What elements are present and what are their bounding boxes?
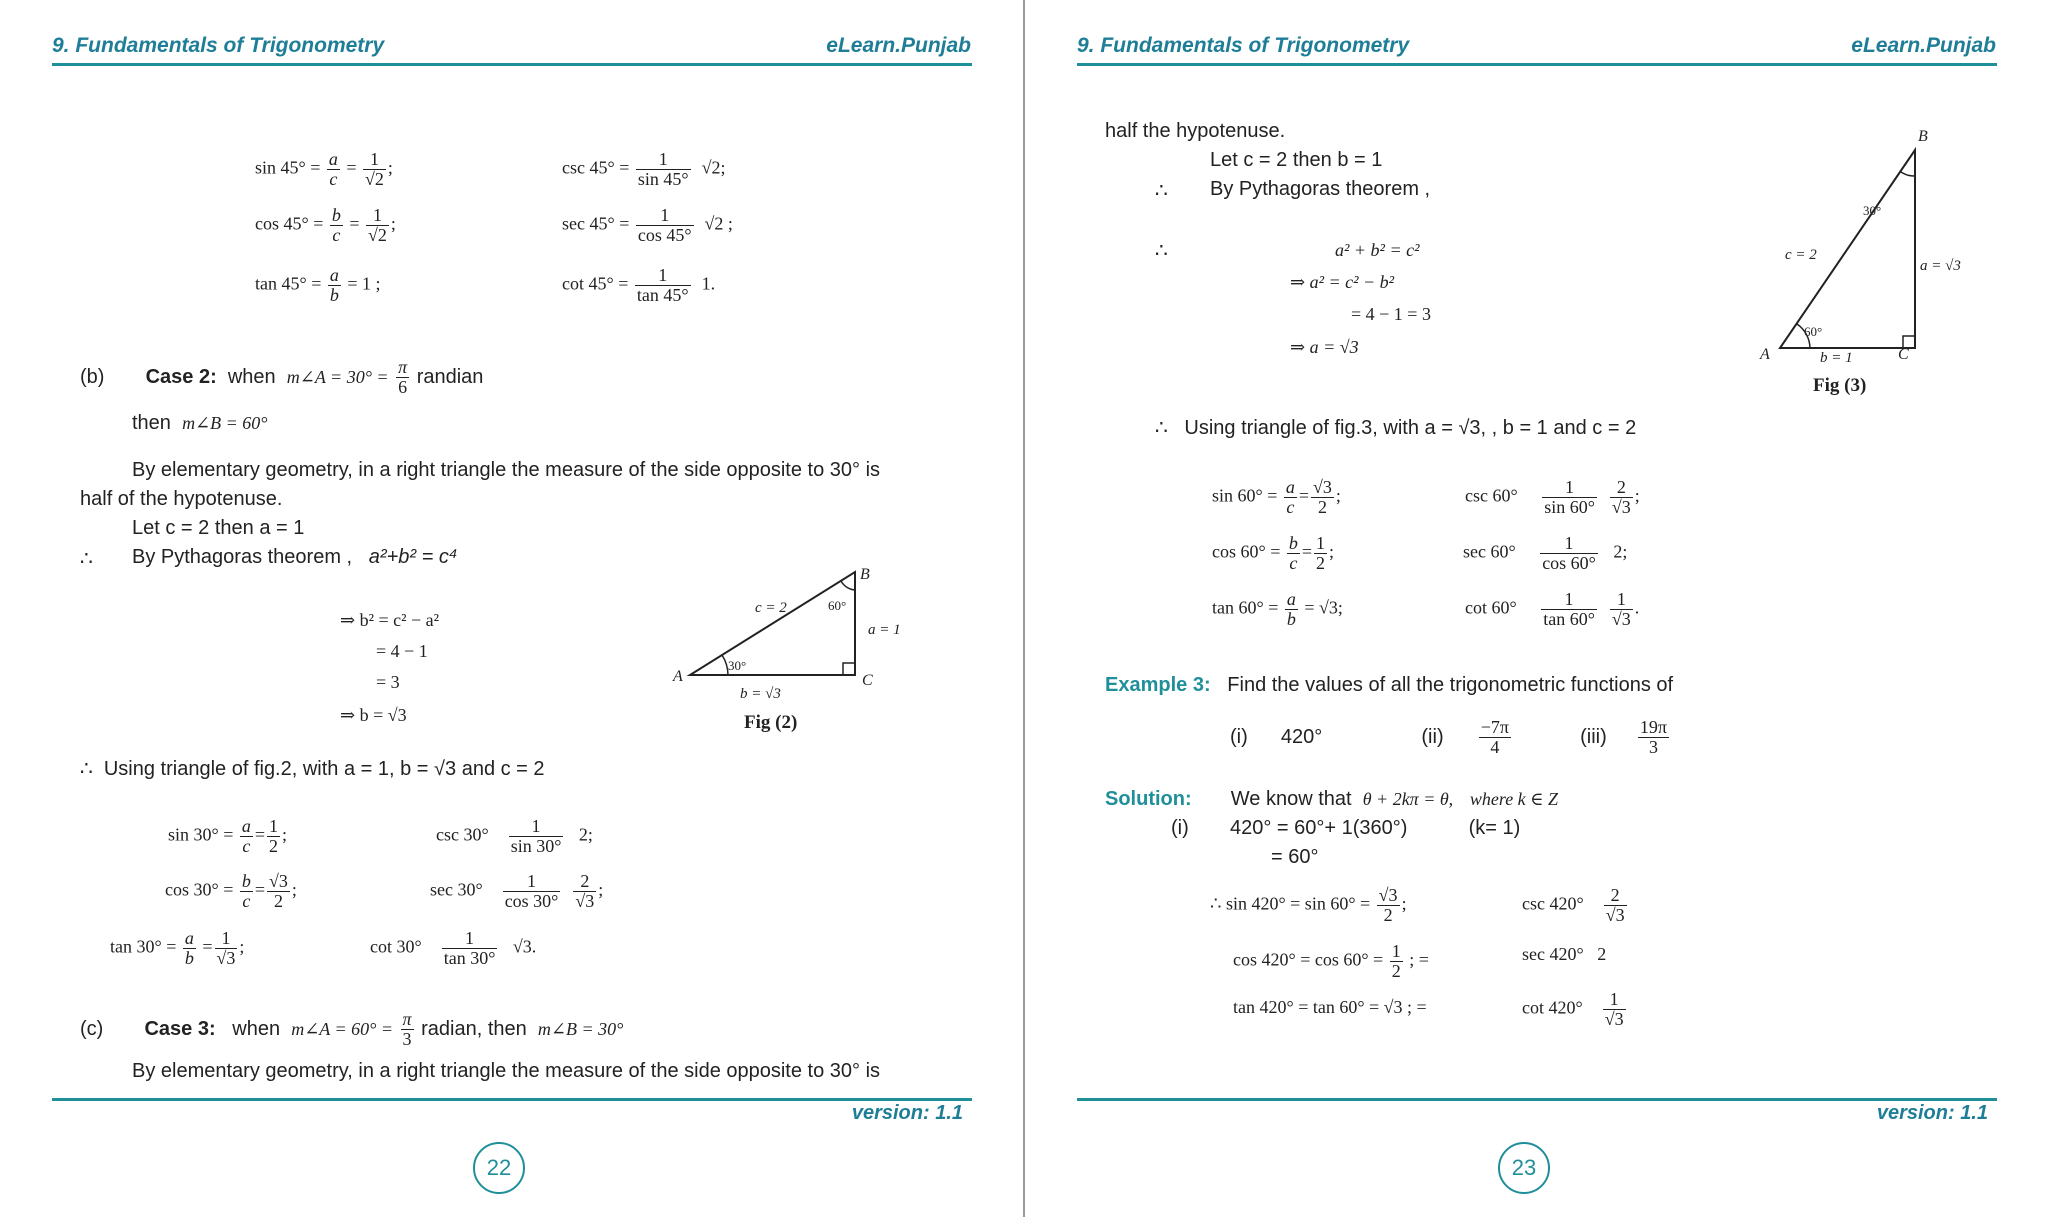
brand-header: eLearn.Punjab [826,34,971,57]
cos60-row: cos 60° = $\frac{b}{c}$ = $\frac{1}{2}$ ; [1212,533,1335,573]
step-3: = 4 − 1 = 3 [1351,304,1431,324]
pythagoras-line: By Pythagoras theorem , a²+b² = c⁴ [132,546,458,568]
paragraph-1: By elementary geometry, in a right triangle the measure of the side opposite to 30° is [132,459,881,481]
fig2-caption: Fig (2) [744,712,798,733]
chapter-header: 9. Fundamentals of Trigonometry [1077,34,1410,57]
sec60-row: sec 60° $\frac{1}{\cos 60^\circ}$ 2; [1463,533,1628,573]
cot60-row: cot 60° $\frac{1}{\tan 60^\circ}$ $\frac{1}{√3}$ . [1465,589,1640,629]
step-4: ⇒ a = √3 [1290,337,1359,357]
case2-line: (b) Case 2: when m∠A = 30° = $\frac{\pi}{6}$ randian [80,357,484,397]
fig2-angle-30: 30° [728,658,747,673]
example-items: (i) 420° (ii) $\frac{-7\pi}{4}$ (iii) $\frac{19\pi}{3}$ [1230,717,1667,757]
page-23 [1025,0,2048,1217]
version-label: version: 1.1 [1876,1102,1988,1124]
therefore-symbol-1: ∴ [1155,180,1168,202]
case3-line: (c) Case 3: when m∠A = 60° = $\frac{\pi}{3}$ radian, then m∠B = 30° [80,1009,624,1049]
therefore-symbol-2: ∴ [1155,240,1168,262]
sec420-row: sec 420° 2 [1522,944,1607,964]
therefore-using: ∴ Using triangle of fig.3, with a = √3, , b = 1 and c = 2 [1155,417,1637,439]
footer-rule [1077,1098,1997,1101]
sin420-row: ∴ sin 420° = sin 60° = $\frac{√3}{2}$ ; [1210,885,1407,925]
version-label: version: 1.1 [851,1102,963,1124]
solution-line: Solution: We know that θ + 2kπ = θ, where k ∈ Z [1105,788,1559,810]
page-22 [0,0,1023,1217]
fig3-label-A: A [1760,346,1770,363]
fig2-label-B: B [860,566,870,583]
solution-i-label: (i) [1171,817,1189,839]
tan30-row: tan 30° = $\frac{a}{b}$ = $\frac{1}{√3}$ ; [110,928,245,968]
cot420-row: cot 420° $\frac{1}{√3}$ [1522,989,1624,1029]
cos30-row: cos 30° = $\frac{b}{c}$ = $\frac{√3}{2}$ ; [165,871,297,911]
footer-rule [52,1098,972,1101]
fig2-label-A: A [673,668,683,685]
page-number: 23 [1498,1142,1550,1194]
cos45-row: cos 45° = $\frac{b}{c}$ = $\frac{1}{√2}$ ; [255,205,396,245]
fig3-angle-60: 60° [1804,324,1823,339]
step-1: ⇒ b² = c² − a² [340,610,440,630]
paragraph-2: By elementary geometry, in a right triangle the measure of the side opposite to 30° is [132,1060,881,1082]
tan60-row: tan 60° = $\frac{a}{b}$ = √3; [1212,589,1343,629]
fig3-angle-30: 30° [1863,203,1882,218]
sec45-row: sec 45° = $\frac{1}{\cos 45^\circ}$ √2 ; [562,205,733,245]
chapter-header: 9. Fundamentals of Trigonometry [52,34,385,57]
fig3-label-B: B [1918,128,1928,145]
therefore-using: ∴ Using triangle of fig.2, with a = 1, b = √3 and c = 2 [80,758,545,780]
csc60-row: csc 60° $\frac{1}{\sin 60^\circ}$ $\frac{2}{√3}$ ; [1465,477,1640,517]
solution-line-2: = 60° [1271,846,1319,868]
tan45-row: tan 45° = $\frac{a}{b}$ = 1 ; [255,265,381,305]
step-2: ⇒ a² = c² − b² [1290,272,1395,292]
fig3-caption: Fig (3) [1813,375,1867,396]
paragraph-1b: half of the hypotenuse. [80,488,283,510]
header-rule [52,63,972,66]
half-hypotenuse: half the hypotenuse. [1105,120,1286,142]
brand-header: eLearn.Punjab [1851,34,1996,57]
step-1: a² + b² = c² [1335,240,1420,260]
fig3-label-C: C [1898,346,1909,363]
sec30-row: sec 30° $\frac{1}{\cos 30^\circ}$ $\frac{2}{√3}$ ; [430,871,604,911]
fig3-side-b: b = 1 [1820,350,1853,366]
let-c-line: Let c = 2 then a = 1 [132,517,305,539]
sin60-row: sin 60° = $\frac{a}{c}$ = $\frac{√3}{2}$ ; [1212,477,1341,517]
solution-line-1: 420° = 60°+ 1(360°) (k= 1) [1230,817,1521,839]
example-3-line: Example 3: Find the values of all the trigonometric functions of [1105,674,1674,696]
cot45-row: cot 45° = $\frac{1}{\tan 45^\circ}$ 1. [562,265,716,305]
page-number: 22 [473,1142,525,1194]
therefore-symbol: ∴ [80,548,93,570]
fig2-label-C: C [862,672,873,689]
step-3: = 3 [376,672,400,692]
sin45-row: sin 45° = $\frac{a}{c}$ = $\frac{1}{√2}$ ; [255,149,393,189]
cos420-row: cos 420° = cos 60° = $\frac{1}{2}$ ; = [1233,941,1429,981]
csc420-row: csc 420° $\frac{2}{√3}$ [1522,885,1625,925]
cot30-row: cot 30° $\frac{1}{\tan 30^\circ}$ √3. [370,928,537,968]
header-rule [1077,63,1997,66]
case2-then: then m∠B = 60° [132,412,268,434]
step-4: ⇒ b = √3 [340,705,407,725]
fig3-side-a: a = √3 [1920,258,1961,274]
step-2: = 4 − 1 [376,641,428,661]
let-c-line: Let c = 2 then b = 1 [1210,149,1383,171]
fig2-side-a: a = 1 [868,622,901,638]
solution-label: Solution: [1105,788,1192,810]
sin30-row: sin 30° = $\frac{a}{c}$ = $\frac{1}{2}$ ; [168,816,288,856]
example-3-label: Example 3: [1105,674,1211,696]
fig2-side-c: c = 2 [755,600,787,616]
tan420-row: tan 420° = tan 60° = √3 ; = [1233,997,1427,1017]
fig3-side-c: c = 2 [1785,247,1817,263]
pythagoras-line: By Pythagoras theorem , [1210,178,1431,200]
csc45-row: csc 45° = $\frac{1}{\sin 45^\circ}$ √2; [562,149,726,189]
fig2-side-b: b = √3 [740,686,781,702]
csc30-row: csc 30° $\frac{1}{\sin 30^\circ}$ 2; [436,816,593,856]
fig2-angle-60: 60° [828,598,847,613]
